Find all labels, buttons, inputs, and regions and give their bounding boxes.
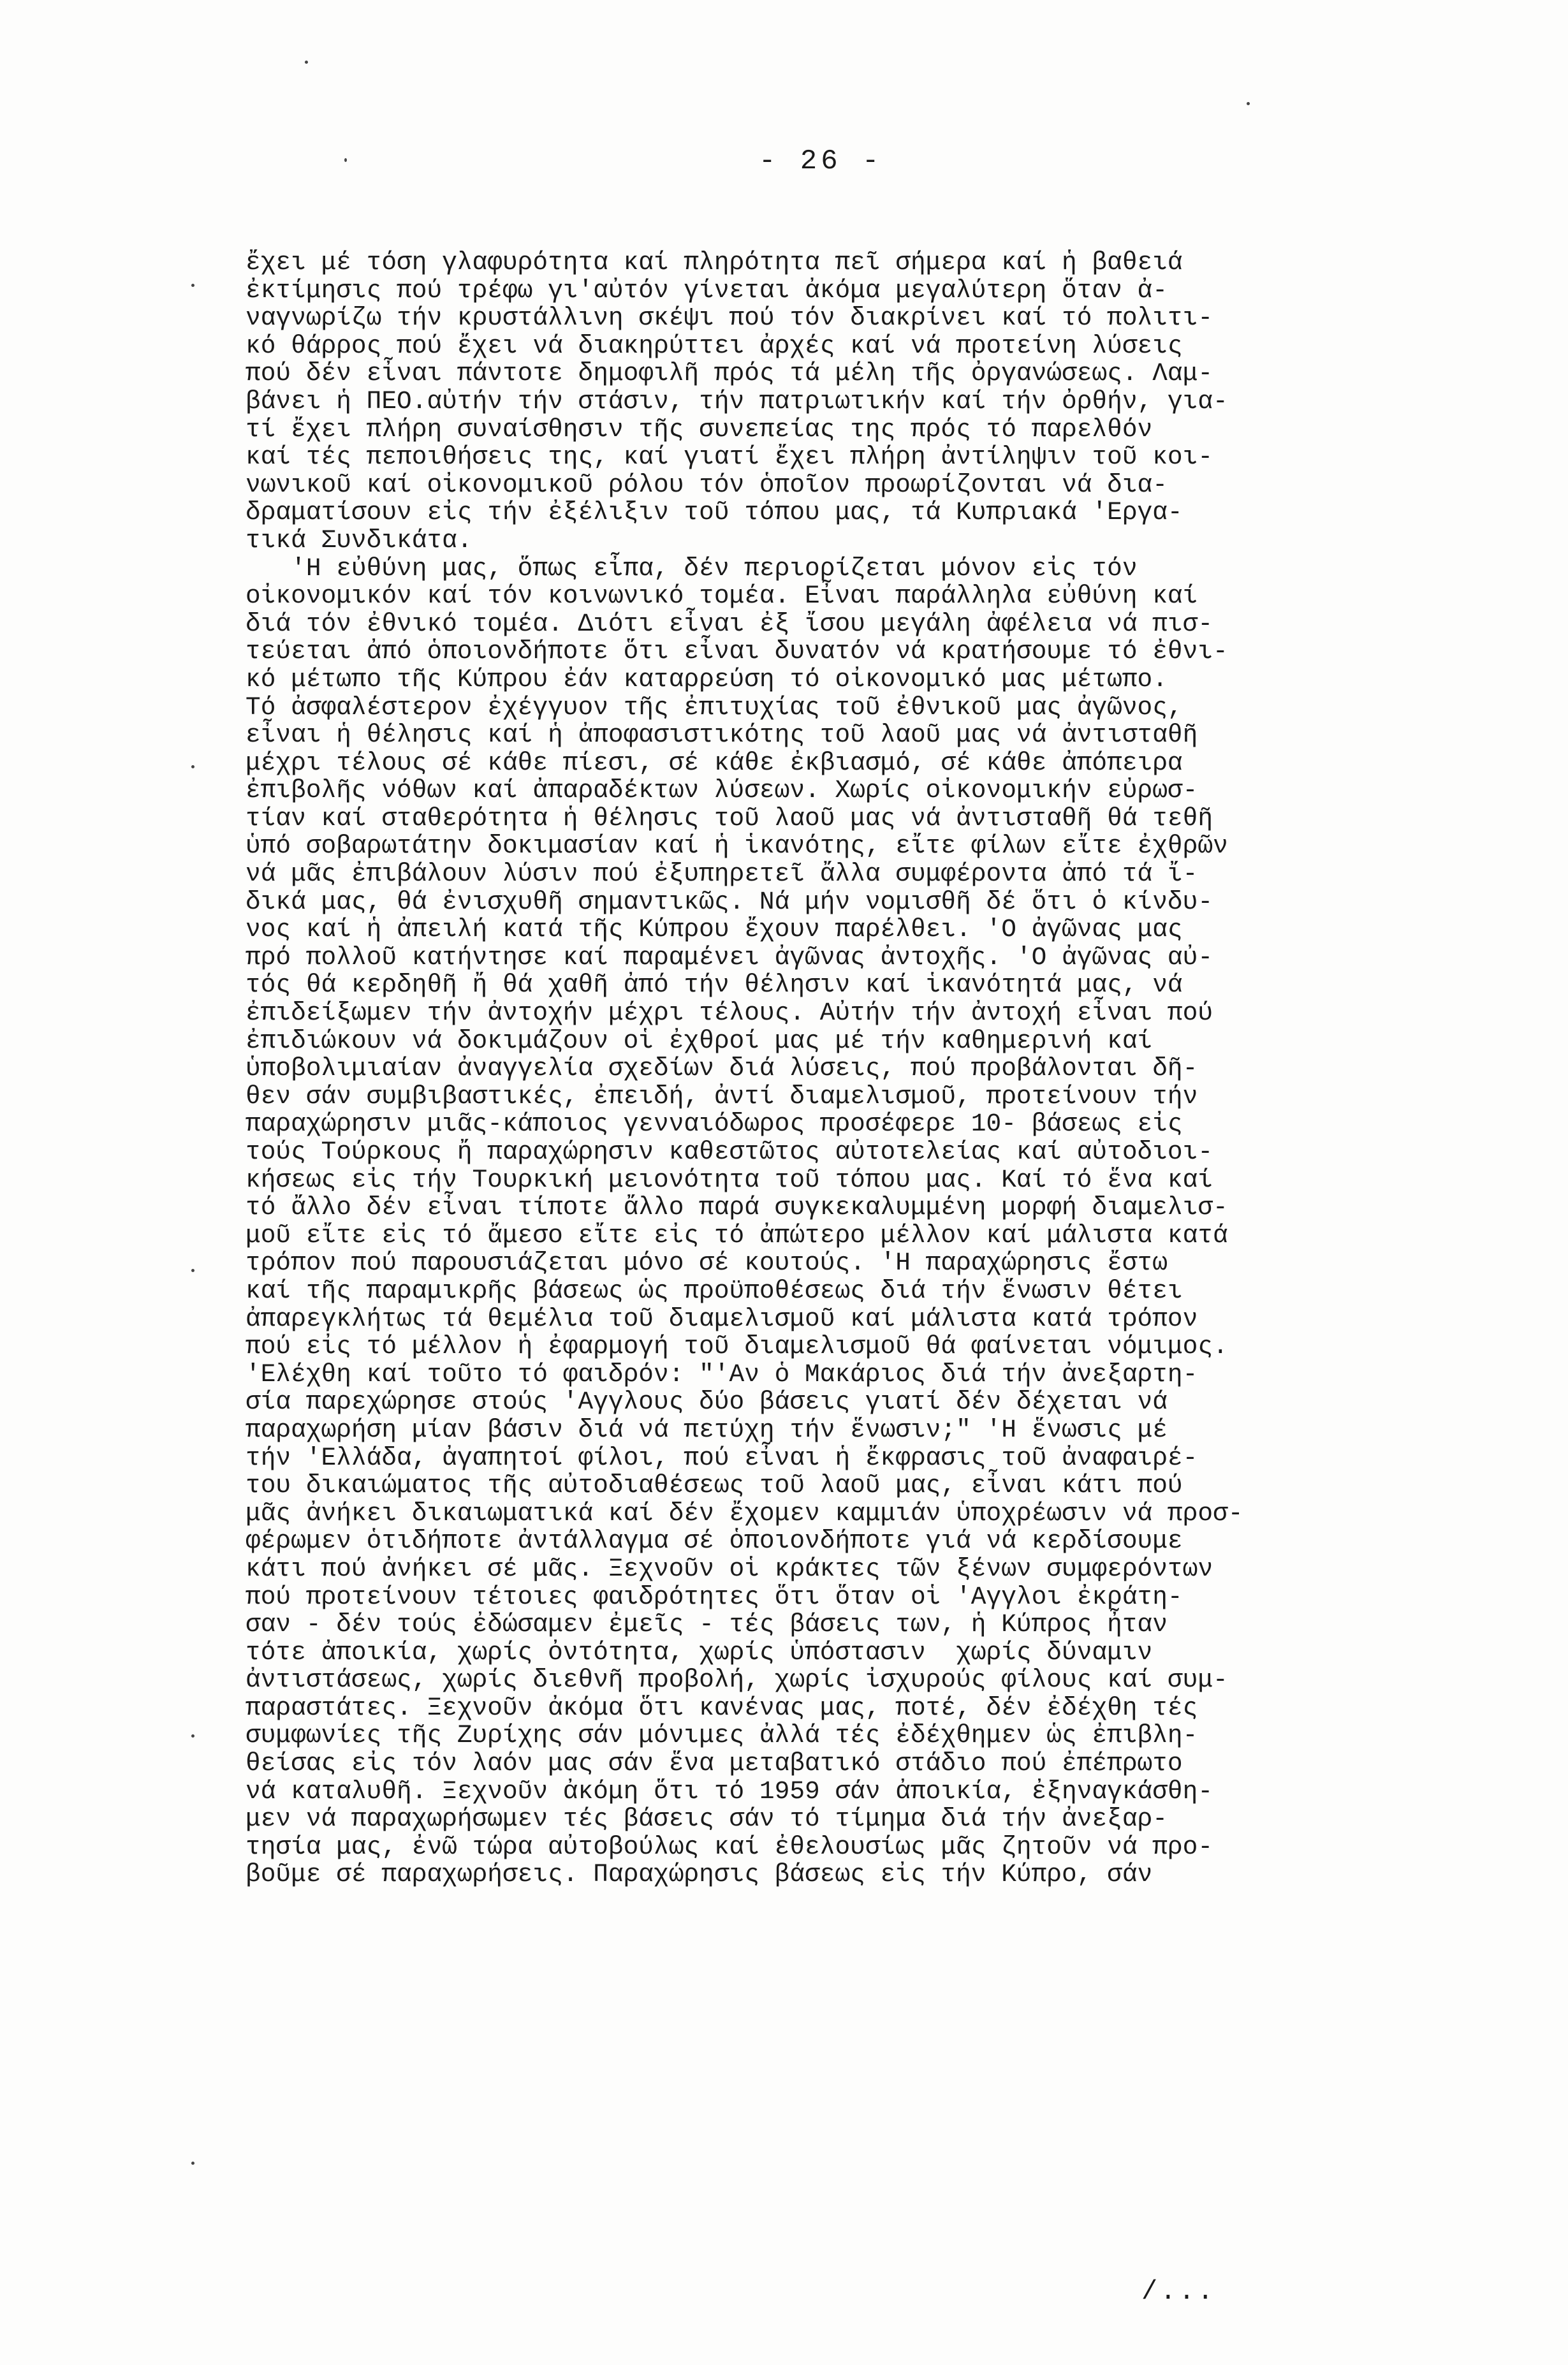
text-line: τούς Τούρκους ἤ παραχώρησιν καθεστῶτος αὐτοτελείας καί αὐτοδιοι- [245, 1138, 1213, 1166]
text-line: τός θά κερδηθῆ ἤ θά χαθῆ ἀπό τήν θέλησιν καί ἱκανότητά μας, νά [245, 970, 1183, 1000]
text-line: διά τόν ἐθνικό τομέα. Διότι εἶναι ἐξ ἴσου μεγάλη ἀφέλεια νά πισ- [245, 609, 1213, 638]
text-line: πού προτείνουν τέτοιες φαιδρότητες ὅτι ὅταν οἱ 'Αγγλοι ἐκράτη- [245, 1582, 1183, 1611]
scan-speck [191, 284, 194, 287]
scan-speck [305, 61, 308, 64]
text-line: δραματίσουν εἰς τήν ἐξέλιξιν τοῦ τόπου μας, τά Κυπριακά 'Εργα- [245, 498, 1183, 527]
text-line: τό ἄλλο δέν εἶναι τίποτε ἄλλο παρά συγκεκαλυμμένη μορφή διαμελισ- [245, 1193, 1228, 1222]
text-line: κάτι πού ἀνήκει σέ μᾶς. Ξεχνοῦν οἱ κράκτες τῶν ξένων συμφερόντων [245, 1554, 1213, 1583]
text-line: 'Η εὐθύνη μας, ὅπως εἶπα, δέν περιορίζεται μόνον εἰς τόν [245, 553, 1138, 583]
scan-speck [191, 765, 194, 768]
text-line: σία παρεχώρησε στούς 'Αγγλους δύο βάσεις γιατί δέν δέχεται νά [245, 1388, 1168, 1417]
text-line: κό μέτωπο τῆς Κύπρου ἐάν καταρρεύση τό οἰκονομικό μας μέτωπο. [245, 664, 1168, 694]
text-line: μεν νά παραχωρήσωμεν τές βάσεις σάν τό τίμημα διά τήν ἀνεξαρ- [245, 1805, 1168, 1834]
text-line: τήν 'Ελλάδα, ἀγαπητοί φίλοι, πού εἶναι ἡ ἔκφρασις τοῦ ἀναφαιρέ- [245, 1443, 1198, 1472]
text-line: βοῦμε σέ παραχωρήσεις. Παραχώρησις βάσεως εἰς τήν Κύπρο, σάν [245, 1860, 1153, 1889]
scan-speck [191, 1734, 194, 1738]
text-line: ἐπιδιώκουν νά δοκιμάζουν οἱ ἐχθροί μας μέ τήν καθημερινή καί [245, 1026, 1153, 1055]
continuation-mark: /... [1141, 2276, 1216, 2307]
text-line: τότε ἀποικία, χωρίς ὀντότητα, χωρίς ὑπόστασιν χωρίς δύναμιν [245, 1637, 1153, 1667]
text-line: νά καταλυθῆ. Ξεχνοῦν ἀκόμη ὅτι τό 1959 σάν ἀποικία, ἐξηναγκάσθη- [245, 1776, 1213, 1806]
body-text [245, 249, 1521, 1889]
text-line: μᾶς ἀνήκει δικαιωματικά καί δέν ἔχομεν καμμιάν ὑποχρέωσιν νά προσ- [245, 1498, 1243, 1528]
text-line: ἐπιδείξωμεν τήν ἀντοχήν μέχρι τέλους. Αὐτήν τήν ἀντοχή εἶναι πού [245, 999, 1213, 1028]
text-line: εἶναι ἡ θέλησις καί ἡ ἀποφασιστικότης τοῦ λαοῦ μας νά ἀντισταθῆ [245, 721, 1198, 750]
scan-speck [191, 2162, 194, 2165]
text-line: πρό πολλοῦ κατήντησε καί παραμένει ἀγῶνας ἀντοχῆς. 'Ο ἀγῶνας αὐ- [245, 942, 1213, 972]
text-line: σαν - δέν τούς ἐδώσαμεν ἐμεῖς - τές βάσεις των, ἡ Κύπρος ἦταν [245, 1610, 1168, 1639]
text-line: παραστάτες. Ξεχνοῦν ἀκόμα ὅτι κανένας μας, ποτέ, δέν ἐδέχθη τές [245, 1693, 1198, 1722]
text-line: ἀντιστάσεως, χωρίς διεθνῆ προβολή, χωρίς ἰσχυρούς φίλους καί συμ- [245, 1666, 1228, 1695]
text-line: τικά Συνδικάτα. [245, 525, 473, 555]
text-line: ἐπιβολῆς νόθων καί ἀπαραδέκτων λύσεων. Χωρίς οἰκονομικήν εὐρωσ- [245, 776, 1198, 805]
text-line: Τό ἀσφαλέστερον ἐχέγγυον τῆς ἐπιτυχίας τοῦ ἐθνικοῦ μας ἀγῶνος, [245, 692, 1183, 722]
text-line: νά μᾶς ἐπιβάλουν λύσιν πού ἐξυπηρετεῖ ἄλλα συμφέροντα ἀπό τά ἴ- [245, 860, 1198, 889]
text-line: τί ἔχει πλήρη συναίσθησιν τῆς συνεπείας της πρός τό παρελθόν [245, 414, 1153, 444]
text-line: κήσεως εἰς τήν Τουρκική μειονότητα τοῦ τόπου μας. Καί τό ἕνα καί [245, 1165, 1213, 1194]
text-line: οἰκονομικόν καί τόν κοινωνικό τομέα. Εἶναι παράλληλα εὐθύνη καί [245, 582, 1198, 611]
text-line: ὑποβολιμιαίαν ἀναγγελία σχεδίων διά λύσεις, πού προβάλονται δῆ- [245, 1054, 1198, 1083]
text-line: τησία μας, ἐνῶ τώρα αὐτοβούλως καί ἐθελουσίως μᾶς ζητοῦν νά προ- [245, 1832, 1213, 1861]
text-line: του δικαιώματος τῆς αὐτοδιαθέσεως τοῦ λαοῦ μας, εἶναι κάτι πού [245, 1471, 1183, 1500]
text-line: ἔχει μέ τόση γλαφυρότητα καί πληρότητα πεῖ σήμερα καί ἡ βαθειά [245, 248, 1183, 277]
text-line: πού δέν εἶναι πάντοτε δημοφιλῆ πρός τά μέλη τῆς ὀργανώσεως. Λαμ- [245, 359, 1213, 388]
text-line: νωνικοῦ καί οἰκονομικοῦ ρόλου τόν ὁποῖον προωρίζονται νά δια- [245, 470, 1168, 499]
text-line: παραχωρήση μίαν βάσιν διά νά πετύχη τήν ἕνωσιν;" 'Η ἕνωσις μέ [245, 1415, 1168, 1444]
text-line: ὑπό σοβαρωτάτην δοκιμασίαν καί ἡ ἱκανότης, εἴτε φίλων εἴτε ἐχθρῶν [245, 831, 1228, 861]
text-line: θεν σάν συμβιβαστικές, ἐπειδή, ἀντί διαμελισμοῦ, προτείνουν τήν [245, 1081, 1198, 1111]
text-line: ναγνωρίζω τήν κρυστάλλινη σκέψι πού τόν διακρίνει καί τό πολιτι- [245, 304, 1213, 333]
text-line: βάνει ἡ ΠΕΟ.αὐτήν τήν στάσιν, τήν πατριωτικήν καί τήν ὀρθήν, για- [245, 386, 1228, 416]
text-line: μοῦ εἴτε εἰς τό ἄμεσο εἴτε εἰς τό ἀπώτερο μέλλον καί μάλιστα κατά [245, 1220, 1228, 1250]
text-line: ἐκτίμησις πού τρέφω γι'αὐτόν γίνεται ἀκόμα μεγαλύτερη ὅταν ἀ- [245, 275, 1168, 305]
scan-speck [191, 1269, 194, 1272]
text-line: πού εἰς τό μέλλον ἡ ἐφαρμογή τοῦ διαμελισμοῦ θά φαίνεται νόμιμος. [245, 1332, 1228, 1361]
scan-speck [1247, 102, 1250, 105]
text-line: κό θάρρος πού ἔχει νά διακηρύττει ἀρχές καί νά προτείνη λύσεις [245, 331, 1183, 360]
text-line: θείσας εἰς τόν λαόν μας σάν ἕνα μεταβατικό στάδιο πού ἐπέπρωτο [245, 1749, 1183, 1778]
text-line: καί τῆς παραμικρῆς βάσεως ὡς προϋποθέσεως διά τήν ἕνωσιν θέτει [245, 1276, 1183, 1305]
text-line: νος καί ἡ ἀπειλή κατά τῆς Κύπρου ἔχουν παρέλθει. 'Ο ἀγῶνας μας [245, 915, 1183, 944]
scan-speck [344, 158, 347, 162]
text-line: 'Ελέχθη καί τοῦτο τό φαιδρόν: "'Αν ὁ Μακάριος διά τήν ἀνεξαρτη- [245, 1359, 1198, 1389]
text-line: συμφωνίες τῆς Ζυρίχης σάν μόνιμες ἀλλά τές ἐδέχθημεν ὡς ἐπιβλη- [245, 1721, 1198, 1750]
text-line: μέχρι τέλους σέ κάθε πίεσι, σέ κάθε ἐκβιασμό, σέ κάθε ἀπόπειρα [245, 748, 1183, 777]
text-line: τίαν καί σταθερότητα ἡ θέλησις τοῦ λαοῦ μας νά ἀντισταθῆ θά τεθῆ [245, 803, 1213, 833]
page-number: - 26 - [759, 145, 883, 177]
text-line: καί τές πεποιθήσεις της, καί γιατί ἔχει πλήρη ἀντίληψιν τοῦ κοι- [245, 443, 1213, 472]
text-line: φέρωμεν ὁτιδήποτε ἀντάλλαγμα σέ ὁποιονδήποτε γιά νά κερδίσουμε [245, 1527, 1183, 1556]
text-line: παραχώρησιν μιᾶς-κάποιος γενναιόδωρος προσέφερε 10- βάσεως εἰς [245, 1109, 1183, 1139]
text-line: ἀπαρεγκλήτως τά θεμέλια τοῦ διαμελισμοῦ καί μάλιστα κατά τρόπον [245, 1304, 1198, 1333]
text-line: τρόπον πού παρουσιάζεται μόνο σέ κουτούς. 'Η παραχώρησις ἔστω [245, 1248, 1168, 1278]
text-line: τεύεται ἀπό ὁποιονδήποτε ὅτι εἶναι δυνατόν νά κρατήσουμε τό ἐθνι- [245, 637, 1228, 666]
text-line: δικά μας, θά ἐνισχυθῆ σημαντικῶς. Νά μήν νομισθῆ δέ ὅτι ὁ κίνδυ- [245, 887, 1213, 916]
